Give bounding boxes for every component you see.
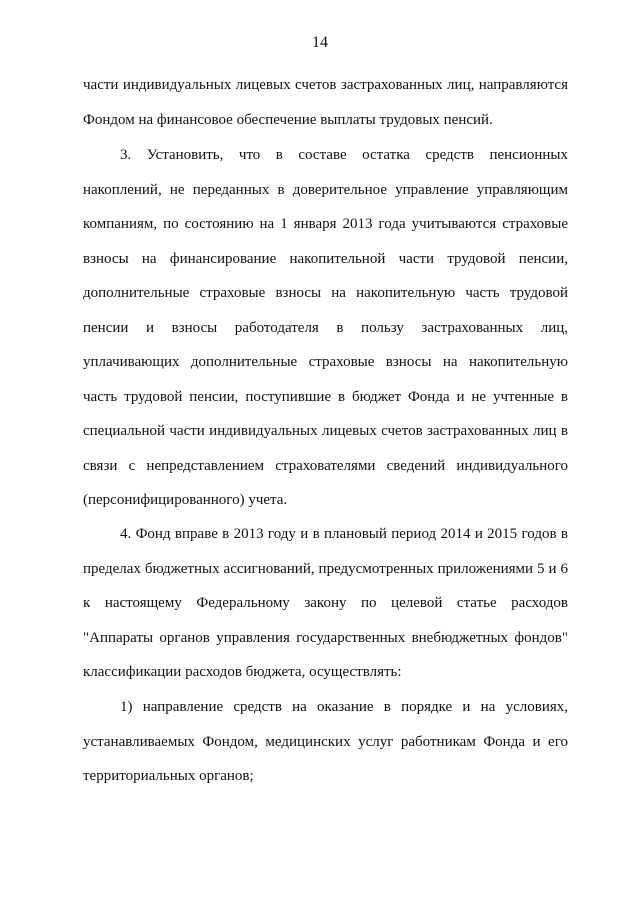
text-line: взносы на финансирование накопительной части трудовой пенсии, bbox=[83, 251, 568, 267]
page-number: 14 bbox=[312, 34, 328, 51]
text-line: дополнительные страховые взносы на накопительную часть трудовой bbox=[83, 285, 568, 301]
text-line: 1) направление средств на оказание в порядке и на условиях, bbox=[120, 699, 568, 715]
text-line: компаниям, по состоянию на 1 января 2013 года учитываются страховые bbox=[83, 216, 568, 232]
text-line: 4. Фонд вправе в 2013 году и в плановый период 2014 и 2015 годов в bbox=[120, 526, 568, 542]
text-line: пенсии и взносы работодателя в пользу застрахованных лиц, bbox=[83, 320, 568, 336]
text-line: накоплений, не переданных в доверительное управление управляющим bbox=[83, 182, 568, 198]
text-line: устанавливаемых Фондом, медицинских услуг работникам Фонда и его bbox=[83, 734, 568, 750]
text-line: к настоящему Федеральному закону по целевой статье расходов bbox=[83, 595, 568, 611]
text-line: территориальных органов; bbox=[83, 768, 254, 784]
text-line: (персонифицированного) учета. bbox=[83, 492, 288, 508]
text-line: 3. Установить, что в составе остатка средств пенсионных bbox=[120, 147, 568, 163]
text-line: связи с непредставлением страхователями сведений индивидуального bbox=[83, 458, 568, 474]
text-line: "Аппараты органов управления государственных внебюджетных фондов" bbox=[83, 630, 568, 646]
text-line: классификации расходов бюджета, осуществлять: bbox=[83, 664, 402, 680]
text-line: специальной части индивидуальных лицевых счетов застрахованных лиц в bbox=[83, 423, 568, 439]
text-line: части индивидуальных лицевых счетов застрахованных лиц, направляются bbox=[83, 77, 568, 93]
text-line: пределах бюджетных ассигнований, предусмотренных приложениями 5 и 6 bbox=[83, 561, 568, 577]
text-line: уплачивающих дополнительные страховые взносы на накопительную bbox=[83, 354, 568, 370]
text-line: часть трудовой пенсии, поступившие в бюджет Фонда и не учтенные в bbox=[83, 389, 568, 405]
text-line: Фондом на финансовое обеспечение выплаты трудовых пенсий. bbox=[83, 112, 493, 128]
